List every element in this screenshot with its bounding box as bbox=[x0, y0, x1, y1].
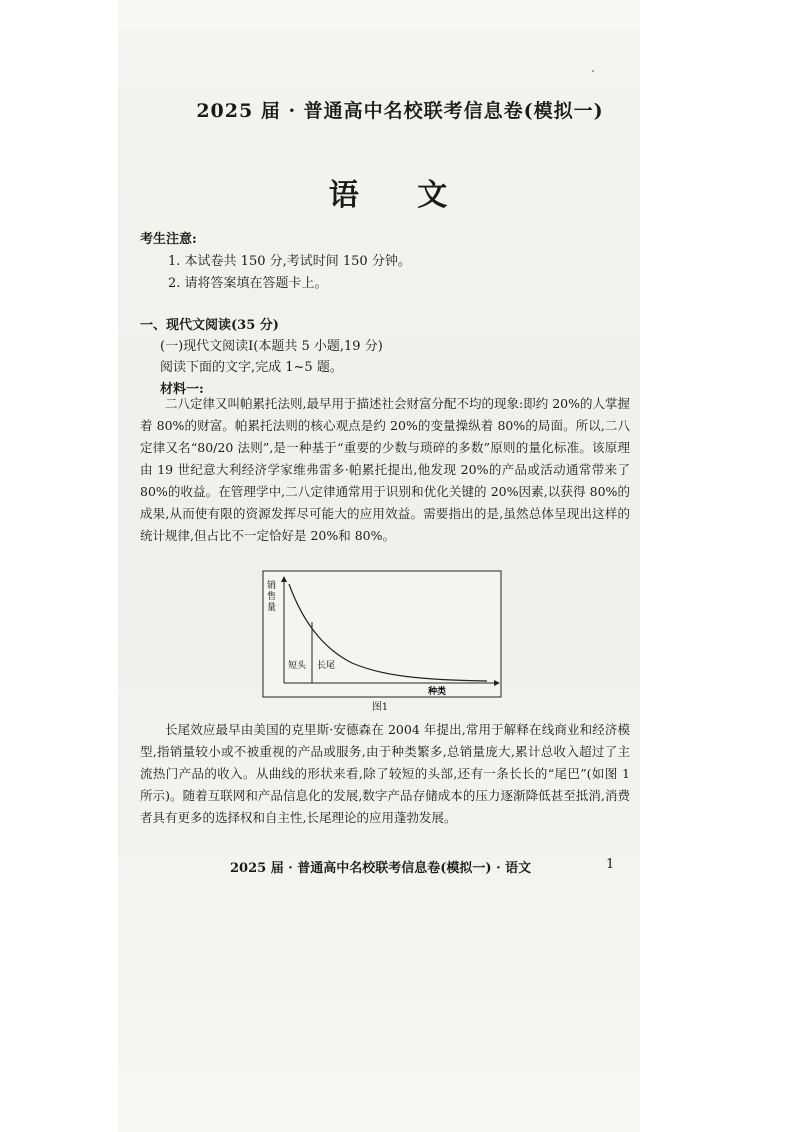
reading-instruction: 阅读下面的文字,完成 1~5 题。 bbox=[160, 360, 343, 375]
figure-frame bbox=[263, 571, 501, 697]
paragraph-long-tail: 长尾效应最早由美国的克里斯·安德森在 2004 年提出,常用于解释在线商业和经济模型,指销量较小或不被重视的产品或服务,由于种类繁多,总销量庞大,累计总收入超过了主流热门产品的收入。从曲线的形状来看,除了较短的头部,还有一条长长的“尾巴”(如图 1 所示)。随着互联网和产品信息化的发展,数字产品存储成本的压力逐渐降低甚至抵消,消费者具有更多的选择权和自主性,长尾理论的应用蓬勃发展。 bbox=[140, 722, 630, 825]
notice-item: 2. 请将答案填在答题卡上。 bbox=[168, 276, 328, 291]
head-label: 短头 bbox=[288, 661, 307, 671]
section-heading: 一、现代文阅读(35 分) bbox=[140, 318, 279, 333]
y-axis-label-char: 售 bbox=[267, 592, 277, 602]
y-axis-label-char: 销 bbox=[267, 581, 277, 591]
paragraph-pareto: 二八定律又叫帕累托法则,最早用于描述社会财富分配不均的现象:即约 20%的人掌握着 80%的财富。帕累托法则的核心观点是约 20%的变量操纵着 80%的局面。所以,二八定律又名“80/20 法则”,是一种基于“重要的少数与琐碎的多数”原则的量化标准。该原理由 19 世纪意大利经济学家维弗雷多·帕累托提出,他发现 20%的产品或活动通常带来了 80%的收益。在管理学中,二八定律通常用于识别和优化关键的 20%因素,以获得 80%的成果,从而使有限的资源发挥尽可能大的应用效益。需要指出的是,虽然总体呈现出这样的统计规律,但占比不一定恰好是 20%和 80%。 bbox=[140, 396, 630, 543]
page-number: 1 bbox=[606, 857, 615, 872]
scan-speck bbox=[592, 70, 594, 72]
notice-item: 1. 本试卷共 150 分,考试时间 150 分钟。 bbox=[168, 254, 411, 269]
figure-caption: 图1 bbox=[371, 702, 389, 713]
page-footer: 2025 届 · 普通高中名校联考信息卷(模拟一) · 语文 bbox=[230, 861, 532, 876]
tail-label: 长尾 bbox=[317, 661, 336, 671]
y-axis-label-char: 量 bbox=[267, 603, 277, 613]
x-axis-label: 种类 bbox=[428, 687, 447, 697]
material-label: 材料一: bbox=[160, 382, 204, 397]
long-tail-diagram bbox=[262, 570, 502, 698]
exam-title: 2025 届 · 普通高中名校联考信息卷(模拟一) bbox=[196, 100, 604, 122]
y-axis-label bbox=[267, 579, 276, 613]
subsection-heading: (一)现代文阅读Ⅰ(本题共 5 小题,19 分) bbox=[160, 339, 383, 354]
long-tail-figure bbox=[262, 570, 502, 698]
scan-margin-left bbox=[0, 0, 118, 1132]
notice-heading: 考生注意: bbox=[140, 232, 197, 247]
subject-title: 语 文 bbox=[328, 178, 472, 213]
scan-margin-right bbox=[640, 0, 800, 1132]
